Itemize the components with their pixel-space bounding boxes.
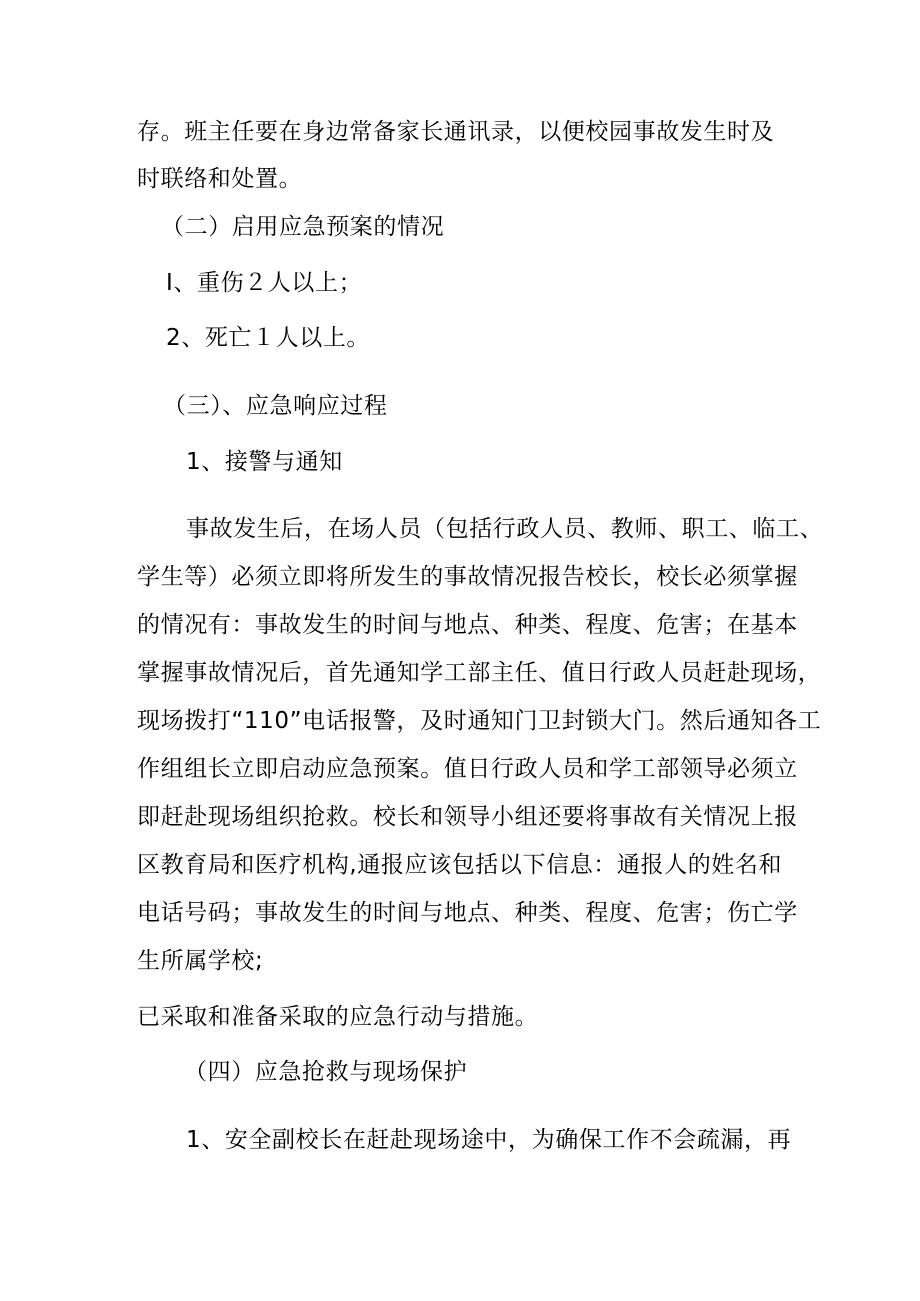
paragraph-line-2: 时联络和处置。 (137, 166, 303, 192)
paragraph-line-3: 事故发生后，在场人员（包括行政人员、教师、职工、临工、 (186, 516, 824, 542)
paragraph-line-5: 的情况有：事故发生的时间与地点、种类、程度、危害；在基本 (137, 612, 798, 638)
paragraph-line-13: 已采取和准备采取的应急行动与措施。 (137, 1004, 539, 1030)
paragraph-line-8: 作组组长立即启动应急预案。值日行政人员和学工部领导必须立 (137, 756, 798, 782)
paragraph-line-10: 区教育局和医疗机构,通报应该包括以下信息：通报人的姓名和 (137, 852, 783, 878)
section-heading-2: （二）启用应急预案的情况 (161, 214, 445, 240)
subsection-heading-1: 1、接警与通知 (186, 449, 343, 475)
paragraph-line-11: 电话号码；事故发生的时间与地点、种类、程度、危害；伤亡学 (137, 900, 798, 926)
list-item-1: I、重伤２人以上； (166, 270, 363, 296)
section-heading-3: （三）、应急响应过程 (163, 393, 388, 419)
paragraph-line-6: 掌握事故情况后，首先通知学工部主任、值日行政人员赶赴现场， (137, 660, 822, 686)
paragraph-line-14: 1、安全副校长在赶赴现场途中，为确保工作不会疏漏，再 (186, 1127, 792, 1153)
paragraph-line-7: 现场拨打“110”电话报警，及时通知门卫封锁大门。然后通知各工 (137, 708, 822, 734)
list-item-2: 2、死亡１人以上。 (166, 325, 371, 351)
paragraph-line-12: 生所属学校; (137, 948, 264, 974)
paragraph-line-9: 即赶赴现场组织抢救。校长和领导小组还要将事故有关情况上报 (137, 804, 798, 830)
paragraph-line-1: 存。班主任要在身边常备家长通讯录，以便校园事故发生时及 (137, 119, 775, 145)
section-heading-4: （四）应急抢救与现场保护 (184, 1059, 468, 1085)
paragraph-line-4: 学生等）必须立即将所发生的事故情况报告校长，校长必须掌握 (137, 564, 798, 590)
